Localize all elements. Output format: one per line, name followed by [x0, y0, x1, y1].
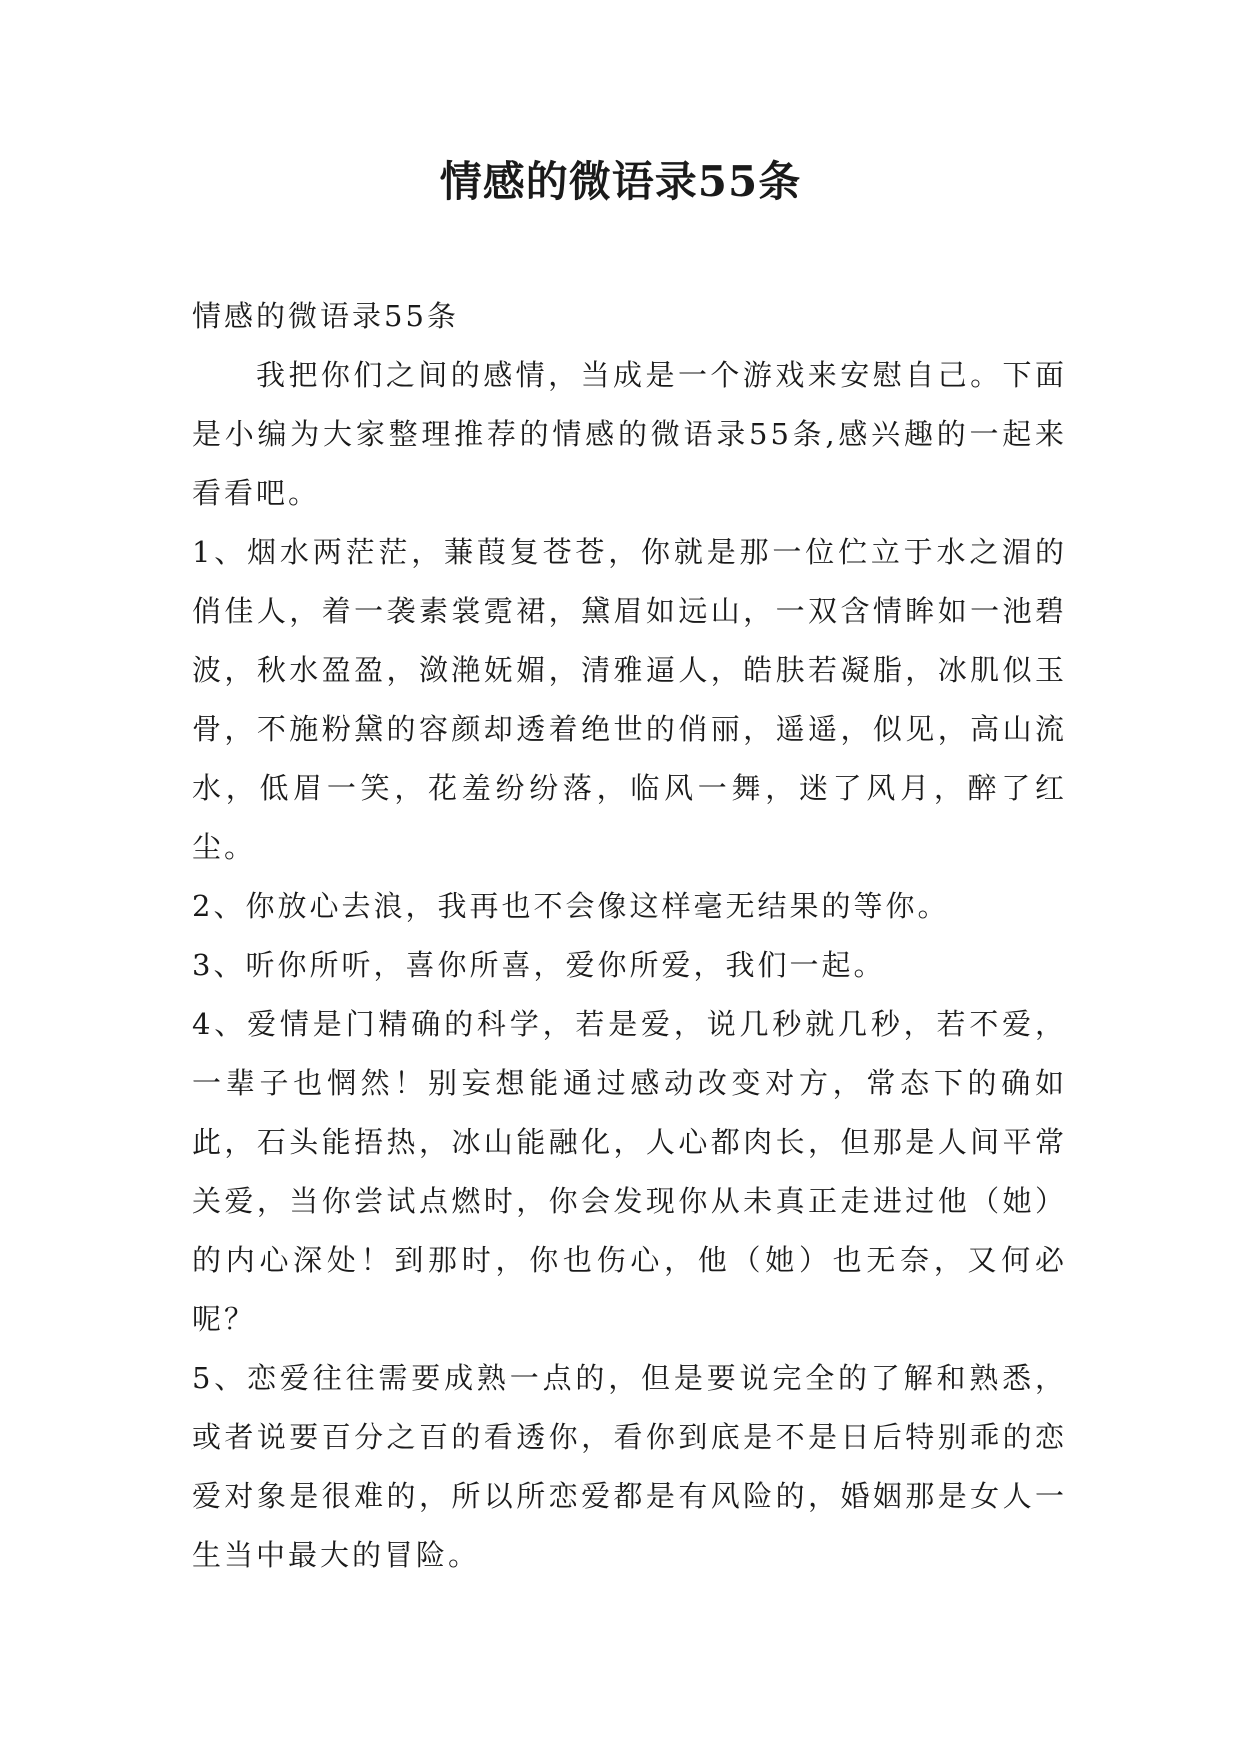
list-item: 1、烟水两茫茫，蒹葭复苍苍，你就是那一位伫立于水之湄的俏佳人，着一袭素裳霓裙，黛眉如远山，一双含情眸如一池碧波，秋水盈盈，潋滟妩媚，清雅逼人，皓肤若凝脂，冰肌似玉骨，不施粉黛的容颜却透着绝世的俏丽，遥遥，似见，高山流水，低眉一笑，花羞纷纷落，临风一舞，迷了风月，醉了红尘。 [192, 535, 1067, 864]
list-item: 4、爱情是门精确的科学，若是爱，说几秒就几秒，若不爱，一辈子也惘然！别妄想能通过感动改变对方，常态下的确如此，石头能捂热，冰山能融化，人心都肉长，但那是人间平常关爱，当你尝试点燃时，你会发现你从未真正走进过他（她）的内心深处！到那时，你也伤心，他（她）也无奈，又何必呢？ [192, 1007, 1067, 1336]
list-item: 2、你放心去浪，我再也不会像这样毫无结果的等你。 [192, 889, 950, 923]
list-item: 3、听你所听，喜你所喜，爱你所爱，我们一起。 [192, 948, 886, 982]
document-body [192, 287, 1067, 1585]
document-title: 情感的微语录55条 [439, 157, 802, 206]
list-item: 5、恋爱往往需要成熟一点的，但是要说完全的了解和熟悉，或者说要百分之百的看透你，看你到底是不是日后特别乖的恋爱对象是很难的，所以所恋爱都是有风险的，婚姻那是女人一生当中最大的冒险。 [192, 1361, 1067, 1572]
intro-paragraph: 我把你们之间的感情，当成是一个游戏来安慰自己。下面是小编为大家整理推荐的情感的微语录55条,感兴趣的一起来看看吧。 [192, 358, 1067, 510]
subtitle-line: 情感的微语录55条 [192, 299, 459, 333]
